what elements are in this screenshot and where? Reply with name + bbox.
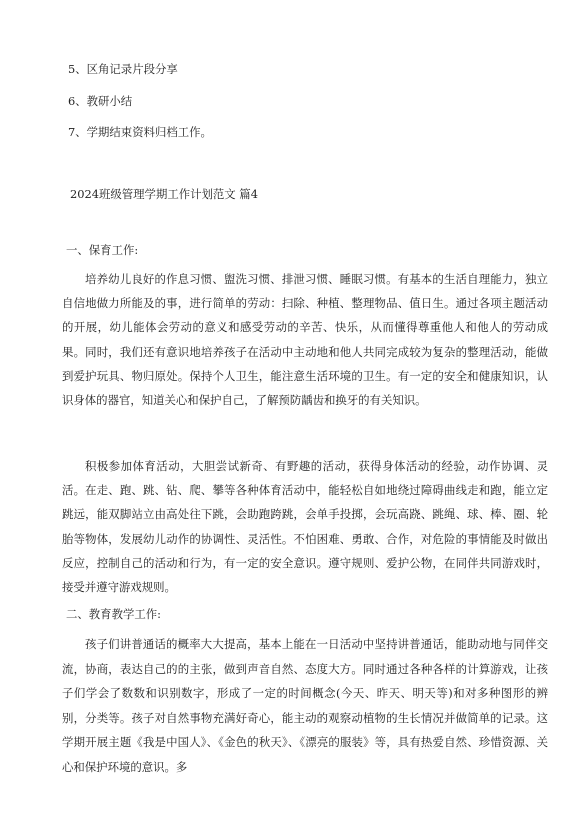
section-heading-education: 二、教育教学工作: [66, 607, 161, 621]
list-item-5: 5、区角记录片段分享 [68, 62, 178, 76]
paragraph-care-habits: 培养幼儿良好的作息习惯、盥洗习惯、排泄习惯、睡眠习惯。有基本的生活自理能力，独立自信地做力所能及的事，进行简单的劳动：扫除、种植、整理物品、值日生。通过各项主题活动的开展，幼儿能体会劳动的意义和感受劳动的辛苦、快乐，从而懂得尊重他人和他人的劳动成果。同时，我们还有意识地培养孩子在活动中主动地和他人共同完成较为复杂的整理活动，能做到爱护玩具、物归原处。保持个人卫生，能注意生活环境的卫生。有一定的安全和健康知识，认识身体的器官，知道关心和保护自己，了解预防龋齿和换牙的有关知识。 [62, 272, 548, 408]
paragraph-physical-activity: 积极参加体育活动，大胆尝试新奇、有野趣的活动，获得身体活动的经验，动作协调、灵活。在走、跑、跳、钻、爬、攀等各种体育活动中，能轻松自如地绕过障碍曲线走和跑，能立定跳远，能双脚站立由高处往下跳，会助跑跨跳，会单手投掷，会玩高跷、跳绳、球、棒、圈、轮胎等物体，发展幼儿动作的协调性、灵活性。不怕困难、勇敢、合作，对危险的事情能及时做出反应，控制自己的活动和行为，有一定的安全意识。遵守规则、爱护公物，在同伴共同游戏时，接受并遵守游戏规则。 [62, 459, 548, 595]
list-item-7: 7、学期结束资料归档工作。 [68, 125, 212, 139]
list-item-6: 6、教研小结 [68, 94, 133, 108]
document-title: 2024班级管理学期工作计划范文 篇4 [70, 187, 258, 201]
section-heading-care: 一、保育工作: [66, 243, 139, 257]
paragraph-education: 孩子们讲普通话的概率大大提高，基本上能在一日活动中坚持讲普通话，能助动地与同伴交流，协商，表达自己的的主张，做到声音自然、态度大方。同时通过各种各样的计算游戏，让孩子们学会了数数和识别数字，形成了一定的时间概念(今天、昨天、明天等)和对多种图形的辨别，分类等。孩子对自然事物充满好奇心，能主动的观察动植物的生长情况并做简单的记录。这学期开展主题《我是中国人》、《金色的秋天》、《漂亮的服装》等，具有热爱自然、珍惜资源、关心和保护环境的意识。多 [62, 637, 548, 774]
